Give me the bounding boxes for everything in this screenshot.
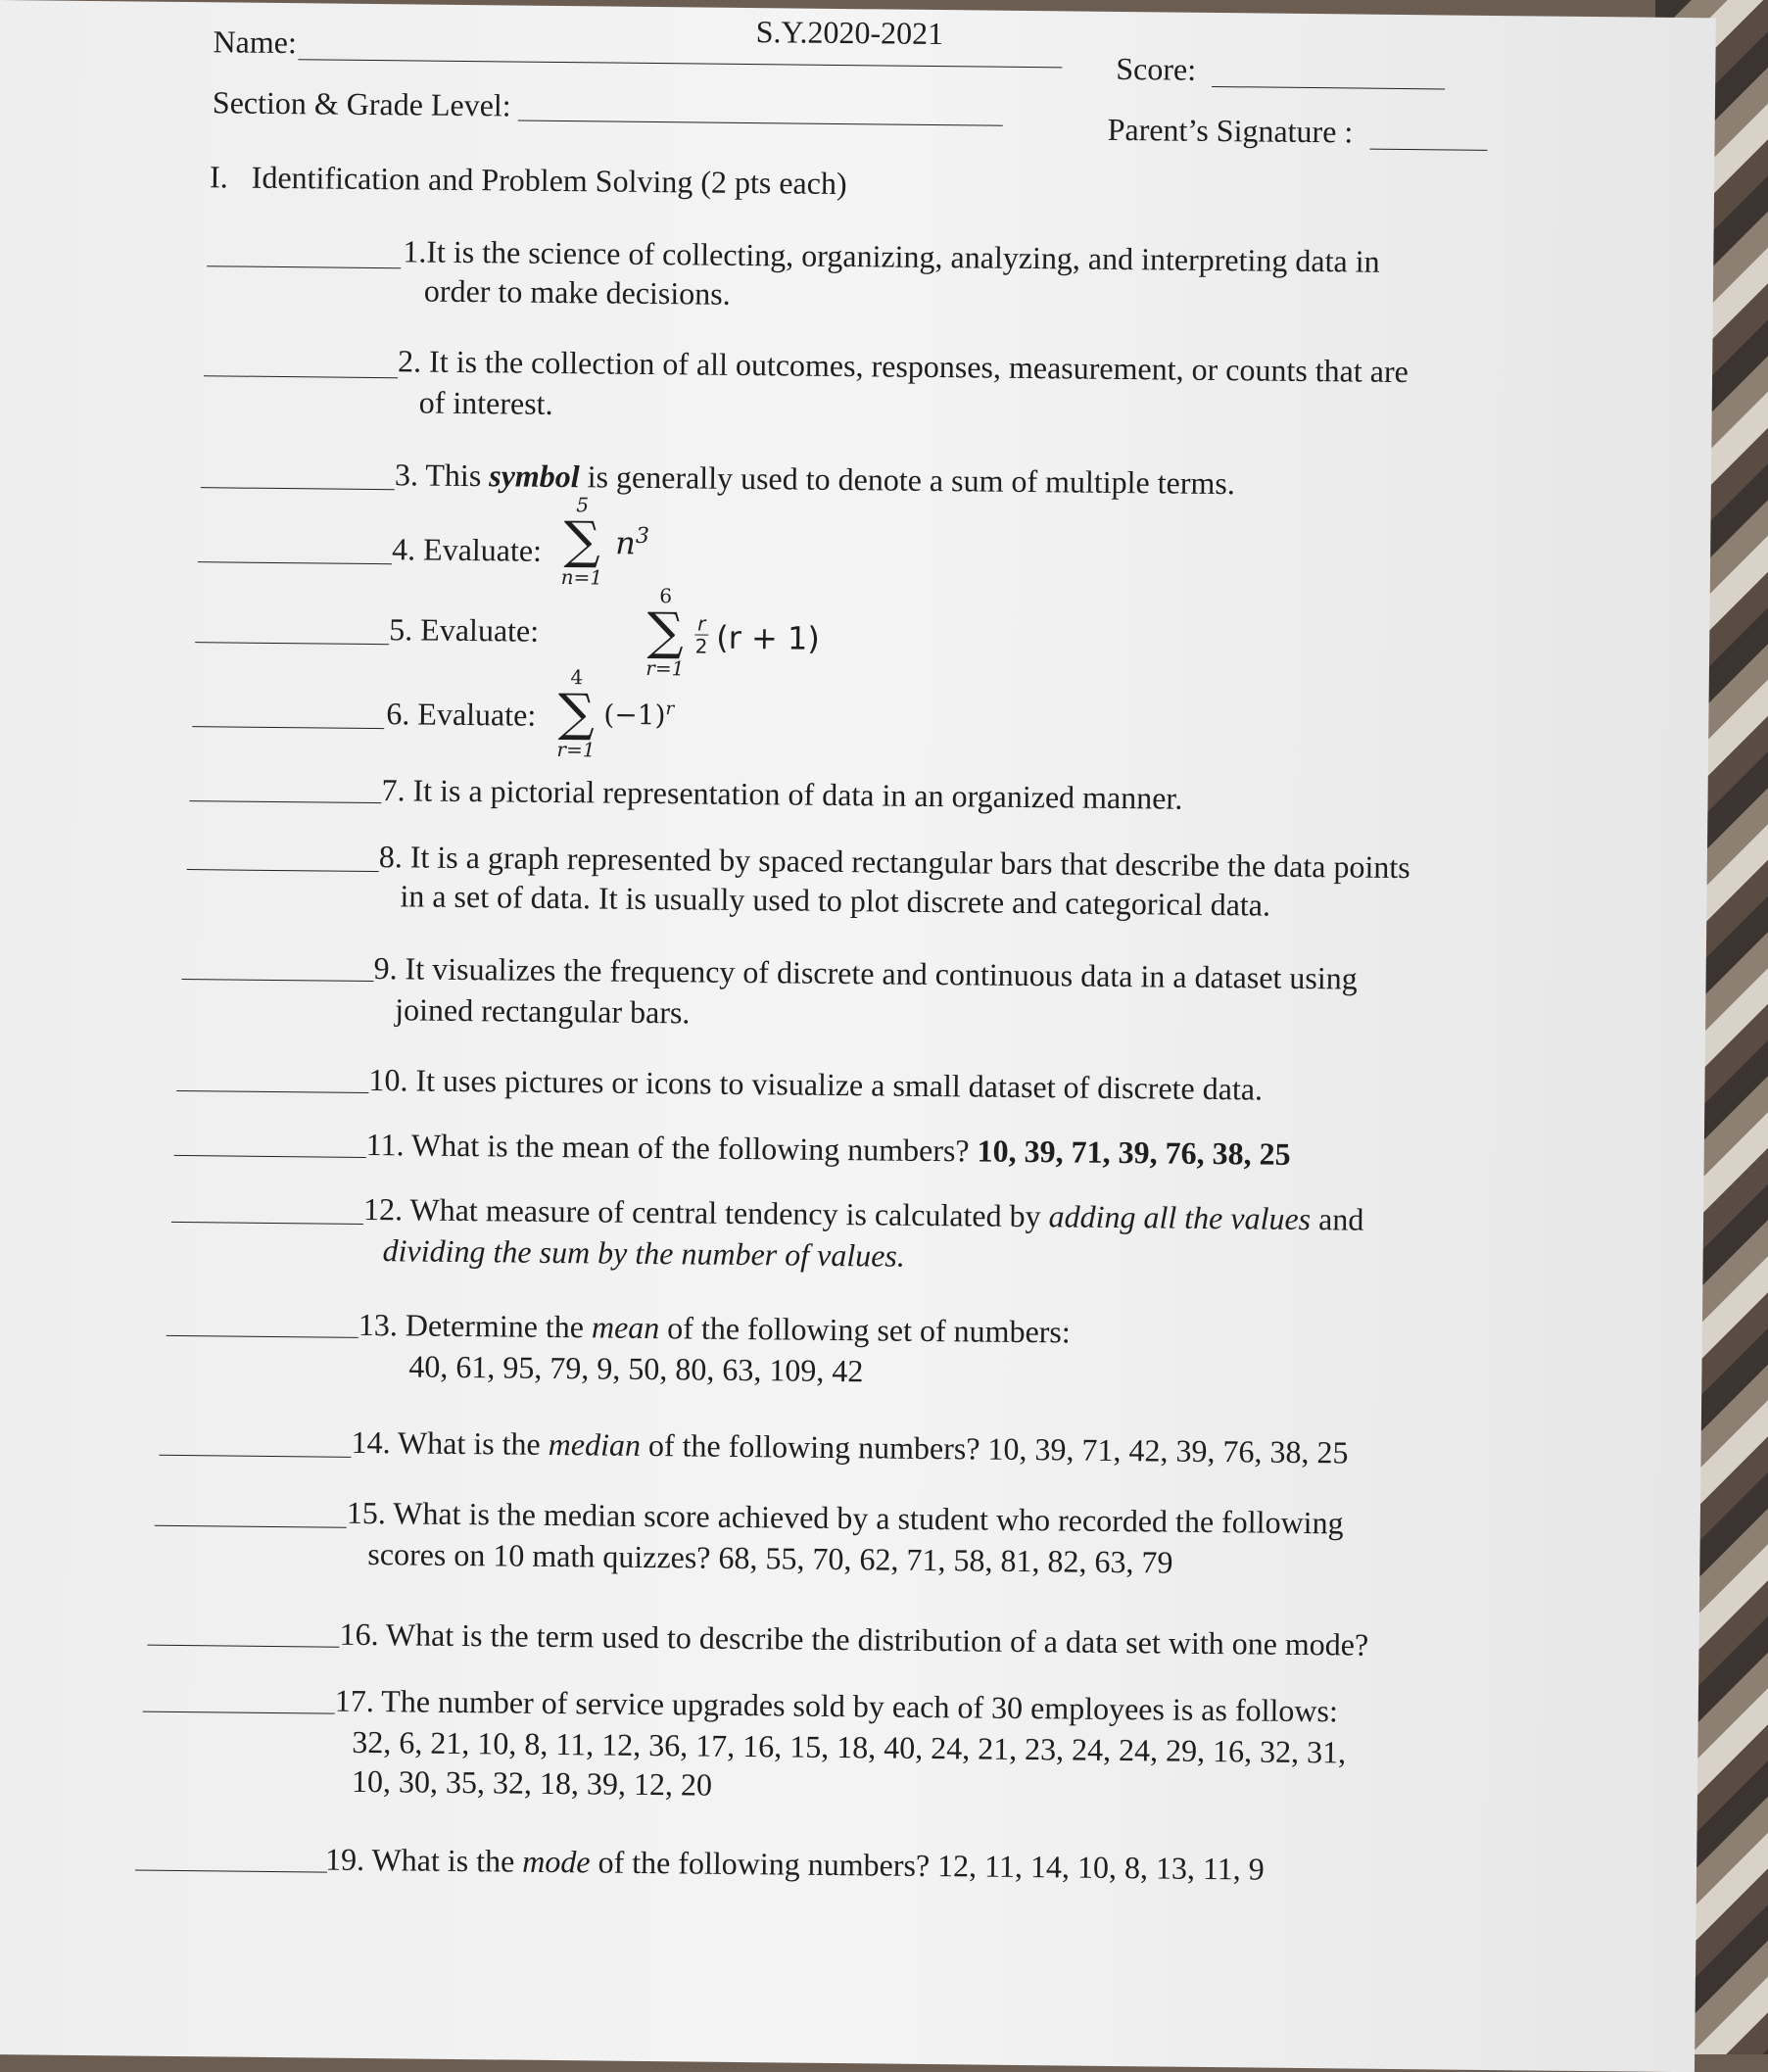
question-19-emphasis: mode: [522, 1843, 591, 1880]
answer-blank-11[interactable]: [174, 1154, 366, 1158]
question-19-post: of the following numbers? 12, 11, 14, 10, 8, 13, 11, 9: [590, 1844, 1265, 1887]
question-14-emphasis: median: [548, 1425, 642, 1463]
question-11-numbers: 10, 39, 71, 39, 76, 38, 25: [977, 1132, 1291, 1172]
answer-blank-4[interactable]: [198, 560, 392, 564]
question-8-line-2: in a set of data. It is usually used to plot discrete and categorical data.: [400, 878, 1271, 923]
question-4-label: 4. Evaluate:: [391, 531, 543, 568]
fraction-denominator: 2: [694, 634, 708, 658]
answer-blank-19[interactable]: [135, 1869, 327, 1873]
question-12-line-1: [363, 1191, 1364, 1238]
question-13-emphasis: mean: [591, 1309, 660, 1346]
question-19-pre: 19. What is the: [324, 1841, 523, 1879]
question-14: [351, 1424, 1348, 1471]
answer-blank-3[interactable]: [201, 486, 395, 490]
question-6-base: (−1): [603, 698, 666, 732]
question-14-pre: 14. What is the: [351, 1423, 549, 1462]
question-11-text: 11. What is the mean of the following numbers?: [365, 1126, 978, 1169]
question-15-line-2: scores on 10 math quizzes? 68, 55, 70, 62, 71, 58, 81, 82, 63, 79: [367, 1536, 1173, 1580]
sigma-icon: ∑: [563, 511, 601, 571]
section-heading: [210, 159, 847, 202]
question-9-line-1: 9. It visualizes the frequency of discrete and continuous data in a dataset using: [373, 950, 1358, 996]
sigma-lower-limit: r=1: [556, 737, 596, 762]
question-11: [366, 1127, 1291, 1173]
question-19: [325, 1842, 1265, 1888]
question-7: 7. It is a pictorial representation of data in an organized manner.: [381, 772, 1183, 816]
question-17-line-2: 32, 6, 21, 10, 8, 11, 12, 36, 17, 16, 15, 18, 40, 24, 21, 23, 24, 24, 29, 16, 32, 31,: [352, 1723, 1347, 1770]
score-label: Score:: [1116, 50, 1197, 87]
question-9-line-2: joined rectangular bars.: [395, 991, 691, 1031]
section-grade-field[interactable]: [518, 120, 1003, 126]
answer-blank-2[interactable]: [204, 374, 398, 378]
sigma-icon: ∑: [557, 684, 596, 744]
question-2-line-2: of interest.: [418, 384, 553, 421]
question-3: [395, 457, 1235, 502]
answer-blank-13[interactable]: [167, 1334, 358, 1338]
question-13-pre: 13. Determine the: [358, 1306, 593, 1345]
question-10: 10. It uses pictures or icons to visualize a small dataset of discrete data.: [368, 1062, 1264, 1107]
question-1-line-2: order to make decisions.: [423, 272, 731, 312]
question-17-line-3: 10, 30, 35, 32, 18, 39, 12, 20: [351, 1762, 713, 1803]
answer-blank-9[interactable]: [182, 978, 374, 982]
question-12-line-2: dividing the sum by the number of values.: [382, 1232, 906, 1274]
parent-signature-label: Parent’s Signature :: [1107, 111, 1354, 150]
answer-blank-6[interactable]: [192, 725, 384, 729]
answer-blank-16[interactable]: [147, 1644, 339, 1648]
question-13-numbers: 40, 61, 95, 79, 9, 50, 80, 63, 109, 42: [408, 1348, 864, 1389]
answer-blank-7[interactable]: [189, 799, 381, 803]
question-3-pre: 3. This: [394, 457, 490, 494]
name-label: Name:: [213, 24, 298, 61]
answer-blank-8[interactable]: [187, 868, 379, 872]
question-4-exponent: 3: [635, 523, 650, 549]
question-16: 16. What is the term used to describe the distribution of a data set with one mode?: [339, 1615, 1369, 1662]
question-5-summation: [636, 585, 695, 680]
question-6-label: 6. Evaluate:: [386, 696, 537, 733]
sigma-upper-limit: 5: [576, 493, 590, 517]
question-5-label: 5. Evaluate:: [389, 611, 540, 649]
answer-blank-10[interactable]: [176, 1089, 368, 1093]
question-4-base: n: [615, 524, 637, 562]
school-year: S.Y.2020-2021: [755, 14, 944, 52]
question-3-post: is generally used to denote a sum of multiple terms.: [579, 458, 1236, 502]
question-13-post: of the following set of numbers:: [659, 1310, 1071, 1350]
answer-blank-1[interactable]: [207, 265, 401, 268]
question-6-exponent: r: [665, 699, 675, 720]
question-14-post: of the following numbers? 10, 39, 71, 42, 39, 76, 38, 25: [640, 1426, 1349, 1470]
answer-blank-14[interactable]: [159, 1454, 351, 1458]
question-2-line-1: 2. It is the collection of all outcomes, responses, measurement, or counts that are: [397, 343, 1410, 390]
section-title: Identification and Problem Solving (2 pts each): [251, 159, 847, 202]
sigma-lower-limit: r=1: [645, 655, 685, 681]
name-field[interactable]: [298, 58, 1062, 68]
question-8-line-1: 8. It is a graph represented by spaced rectangular bars that describe the data points: [378, 839, 1410, 886]
sigma-lower-limit: n=1: [560, 565, 603, 590]
score-field[interactable]: [1212, 85, 1445, 89]
question-6-term: [603, 698, 674, 731]
question-12-pre: 12. What measure of central tendency is calculated by: [362, 1190, 1049, 1234]
question-4-summation: [552, 494, 612, 589]
answer-blank-17[interactable]: [143, 1711, 335, 1714]
question-1-line-1: 1.It is the science of collecting, organizing, analyzing, and interpreting data in: [403, 233, 1380, 279]
question-4-term: [615, 524, 649, 562]
question-3-emphasis: symbol: [489, 458, 580, 495]
question-5-term: (r + 1): [716, 618, 821, 657]
section-grade-label: Section & Grade Level:: [212, 84, 511, 123]
answer-blank-15[interactable]: [155, 1524, 347, 1528]
question-5-fraction: [694, 612, 708, 656]
answer-blank-12[interactable]: [171, 1221, 363, 1225]
question-12-emphasis: adding all the values: [1048, 1198, 1312, 1237]
question-15-line-1: 15. What is the median score achieved by a student who recorded the following: [346, 1494, 1344, 1541]
answer-blank-5[interactable]: [195, 641, 389, 645]
section-number: I.: [209, 159, 228, 195]
question-13-line-1: [358, 1307, 1071, 1351]
sigma-icon: ∑: [646, 602, 685, 662]
sigma-upper-limit: 6: [659, 584, 673, 608]
question-17-line-1: 17. The number of service upgrades sold by each of 30 employees is as follows:: [334, 1682, 1339, 1729]
question-6-summation: [547, 666, 606, 761]
fraction-numerator: r: [694, 612, 708, 635]
parent-signature-field[interactable]: [1369, 148, 1487, 151]
sigma-upper-limit: 4: [570, 665, 584, 690]
question-12-mid: and: [1310, 1201, 1364, 1237]
